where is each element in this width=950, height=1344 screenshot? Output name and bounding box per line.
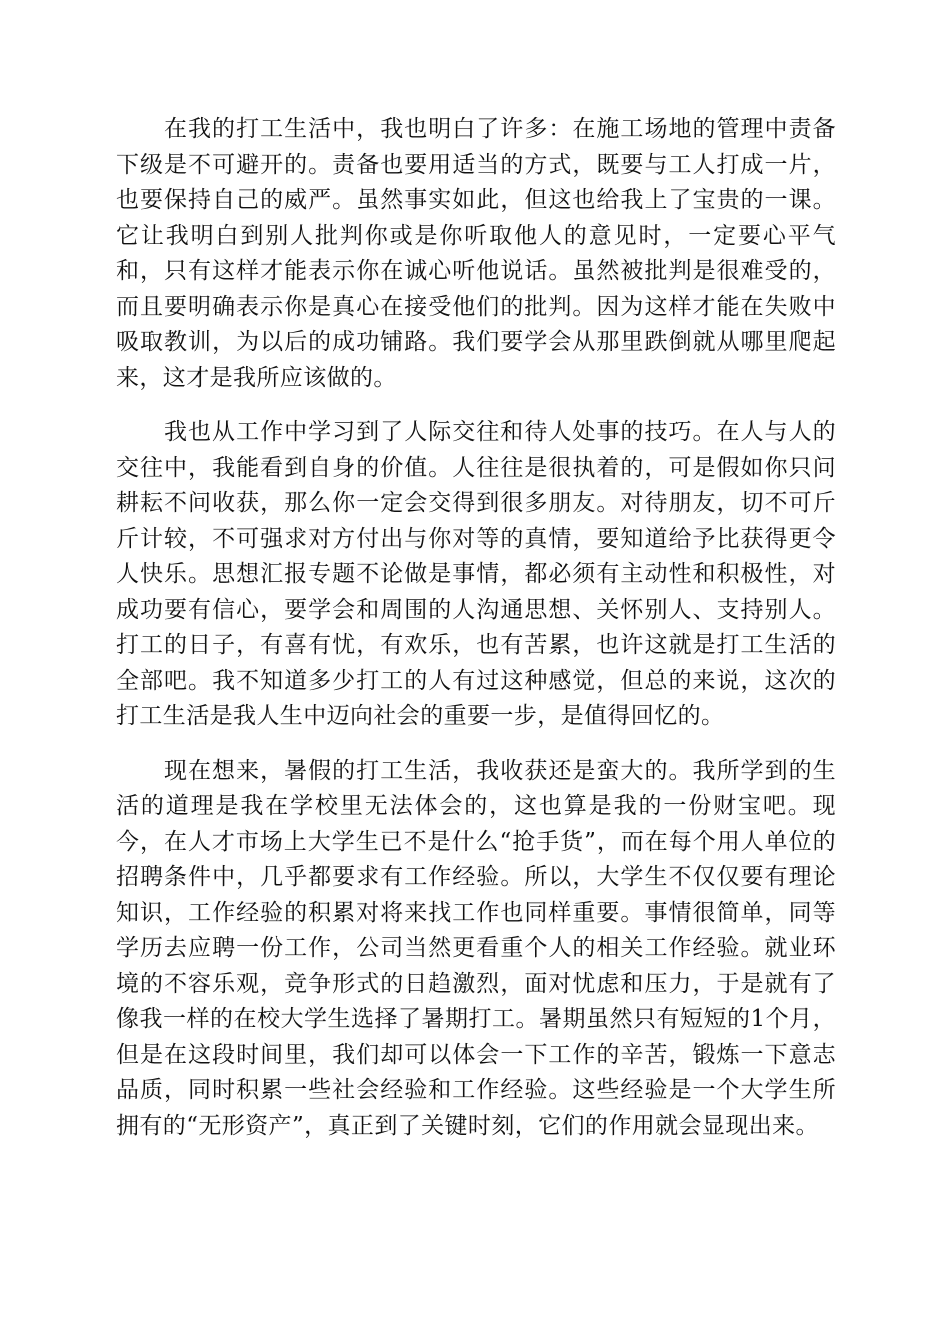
paragraph-1: 在我的打工生活中，我也明白了许多：在施工场地的管理中责备下级是不可避开的。责备也要用适当的方式，既要与工人打成一片，也要保持自己的威严。虽然事实如此，但这也给我上了宝贵的一课。它让我明白到别人批判你或是你听取他人的意见时，一定要心平气和，只有这样才能表示你在诚心听他说话。虽然被批判是很难受的，而且要明确表示你是真心在接受他们的批判。因为这样才能在失败中吸取教训，为以后的成功铺路。我们要学会从那里跌倒就从哪里爬起来，这才是我所应该做的。 [116, 116, 836, 391]
paragraph-3: 现在想来，暑假的打工生活，我收获还是蛮大的。我所学到的生活的道理是我在学校里无法体会的，这也算是我的一份财宝吧。现今，在人才市场上大学生已不是什么“抢手货”，而在每个用人单位的招聘条件中，几乎都要求有工作经验。所以，大学生不仅仅要有理论知识，工作经验的积累对将来找工作也同样重要。事情很简单，同等学历去应聘一份工作，公司当然更看重个人的相关工作经验。就业环境的不容乐观，竞争形式的日趋激烈，面对忧虑和压力，于是就有了像我一样的在校大学生选择了暑期打工。暑期虽然只有短短的1个月，但是在这段时间里，我们却可以体会一下工作的辛苦，锻炼一下意志品质，同时积累一些社会经验和工作经验。这些经验是一个大学生所拥有的“无形资产”，真正到了关键时刻，它们的作用就会显现出来。 [116, 757, 836, 1139]
paragraph-2: 我也从工作中学习到了人际交往和待人处事的技巧。在人与人的交往中，我能看到自身的价值。人往往是很执着的，可是假如你只问耕耘不问收获，那么你一定会交得到很多朋友。对待朋友，切不可斤斤计较，不可强求对方付出与你对等的真情，要知道给予比获得更令人快乐。思想汇报专题不论做是事情，都必须有主动性和积极性，对成功要有信心，要学会和周围的人沟通思想、关怀别人、支持别人。打工的日子，有喜有忧，有欢乐，也有苦累，也许这就是打工生活的全部吧。我不知道多少打工的人有过这种感觉，但总的来说，这次的打工生活是我人生中迈向社会的重要一步，是值得回忆的。 [116, 419, 836, 729]
document-body [116, 112, 836, 1163]
